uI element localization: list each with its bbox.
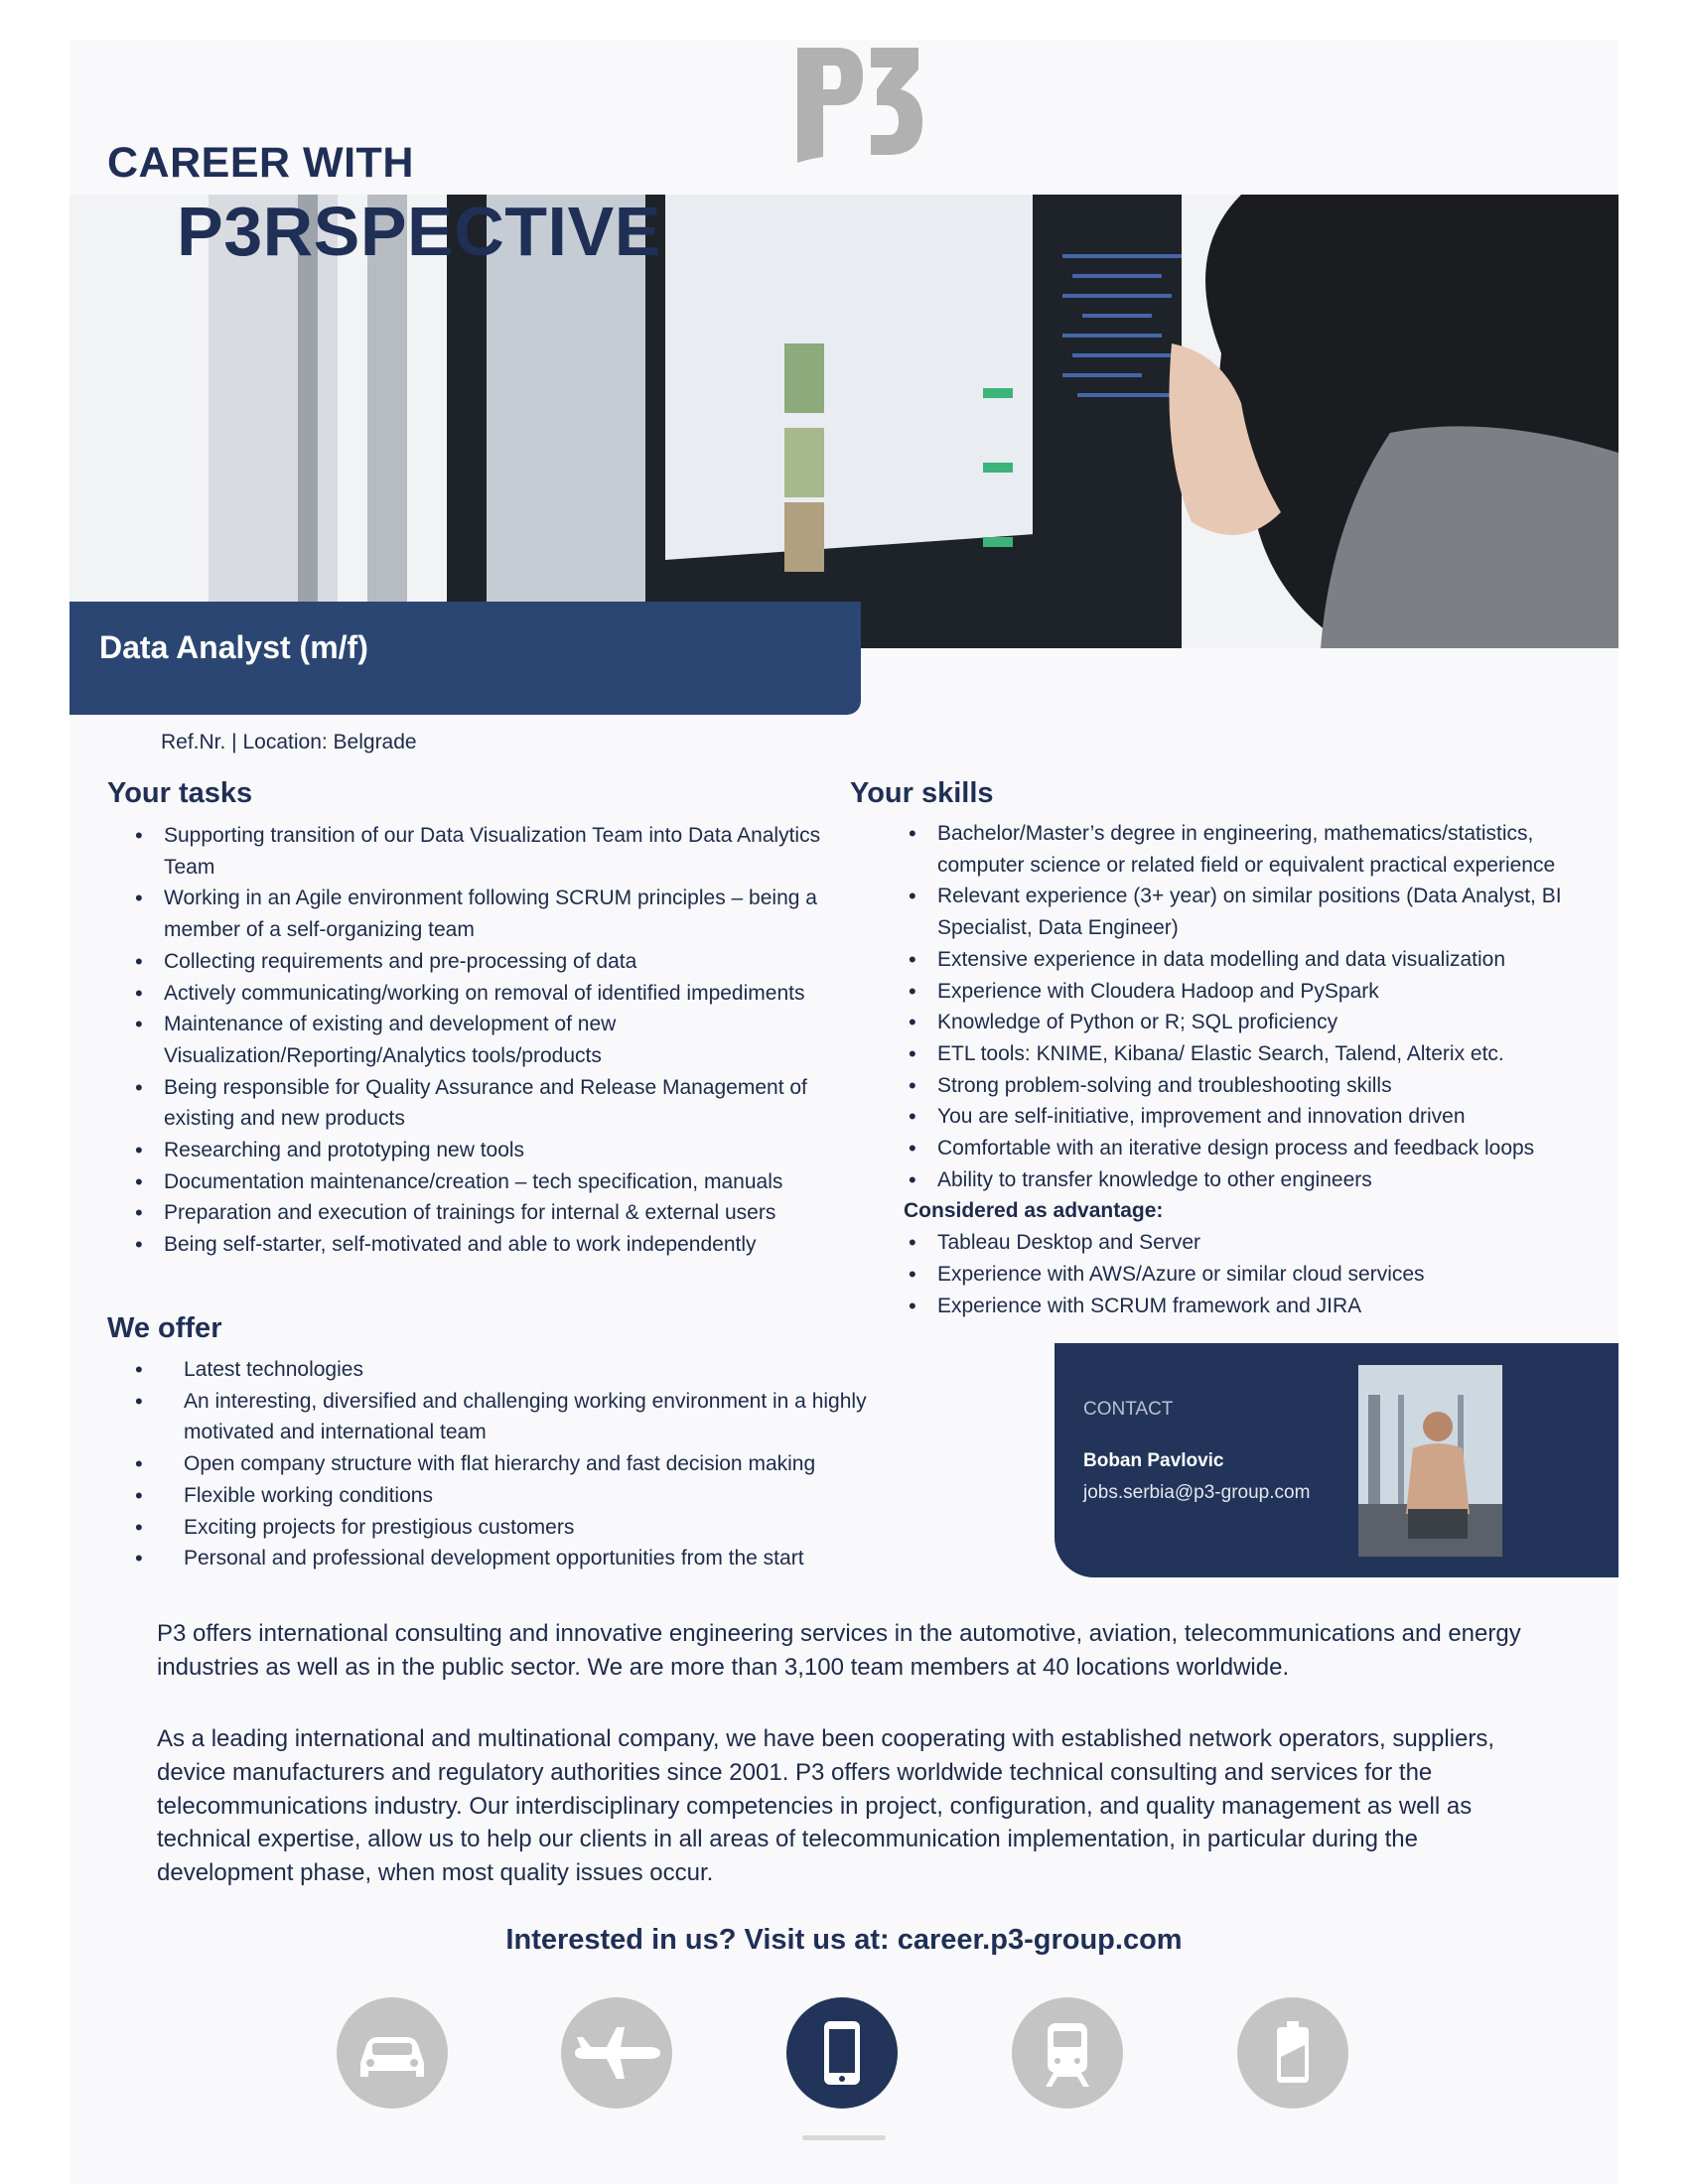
contact-name: Boban Pavlovic — [1083, 1450, 1224, 1471]
offer-heading: We offer — [107, 1312, 222, 1344]
list-item: • You are self-initiative, improvement and innovation driven — [904, 1101, 1589, 1133]
contact-email[interactable]: jobs.serbia@p3-group.com — [1083, 1482, 1311, 1503]
list-item: • Personal and professional development opportunities from the start — [107, 1543, 931, 1574]
car-icon — [337, 1997, 448, 2109]
list-item: • Open company structure with flat hierarchy and fast decision making — [107, 1448, 931, 1480]
job-reference: Ref.Nr. | Location: Belgrade — [161, 731, 417, 753]
p3-logo — [789, 40, 928, 167]
airplane-icon — [561, 1997, 672, 2109]
list-item: • Strong problem-solving and troubleshooting skills — [904, 1070, 1589, 1102]
list-item: • Relevant experience (3+ year) on similar positions (Data Analyst, BI Specialist, Data Engineer) — [904, 881, 1589, 943]
active-indicator — [802, 2135, 886, 2140]
job-title-bar — [70, 602, 861, 715]
list-item: • Supporting transition of our Data Visualization Team into Data Analytics Team — [107, 820, 852, 883]
list-item: • Ability to transfer knowledge to other engineers — [904, 1164, 1589, 1196]
advantage-heading: Considered as advantage: — [904, 1199, 1164, 1223]
contact-label: CONTACT — [1083, 1399, 1174, 1420]
career-cta[interactable]: Interested in us? Visit us at: career.p3-group.com — [505, 1924, 1183, 1956]
list-item: • Exciting projects for prestigious customers — [107, 1512, 931, 1544]
list-item: • Documentation maintenance/creation – tech specification, manuals — [107, 1166, 852, 1198]
hero-line-p3rspective: P3RSPECTIVE — [177, 193, 661, 270]
hero-line-career-with: CAREER WITH — [107, 139, 414, 187]
hero-heading — [107, 139, 661, 271]
list-item: • Actively communicating/working on removal of identified impediments — [107, 978, 852, 1010]
list-item: • Being self-starter, self-motivated and able to work independently — [107, 1229, 852, 1261]
list-item: • Knowledge of Python or R; SQL proficiency — [904, 1007, 1589, 1038]
battery-icon — [1237, 1997, 1348, 2109]
job-title: Data Analyst (m/f) — [99, 629, 368, 665]
list-item: • Flexible working conditions — [107, 1480, 931, 1512]
smartphone-icon — [786, 1997, 898, 2109]
list-item: • Comfortable with an iterative design process and feedback loops — [904, 1133, 1589, 1164]
tasks-list — [107, 820, 852, 1261]
list-item: • Being responsible for Quality Assurance and Release Management of existing and new products — [107, 1072, 852, 1135]
list-item: • Tableau Desktop and Server — [904, 1227, 1589, 1259]
contact-photo — [1358, 1365, 1502, 1557]
skills-list — [904, 818, 1589, 1321]
list-item: • Maintenance of existing and development of new Visualization/Reporting/Analytics tools/products — [107, 1009, 852, 1071]
tasks-heading: Your tasks — [107, 777, 253, 809]
list-item: • Working in an Agile environment following SCRUM principles – being a member of a self-organizing team — [107, 883, 852, 945]
list-item: • Latest technologies — [107, 1354, 931, 1386]
list-item: • An interesting, diversified and challenging working environment in a highly motivated and international team — [107, 1386, 931, 1448]
list-item: • Extensive experience in data modelling and data visualization — [904, 944, 1589, 976]
list-item: • ETL tools: KNIME, Kibana/ Elastic Search, Talend, Alterix etc. — [904, 1038, 1589, 1070]
list-item: • Preparation and execution of trainings for internal & external users — [107, 1197, 852, 1229]
list-item: • Collecting requirements and pre-processing of data — [107, 946, 852, 978]
train-icon — [1012, 1997, 1123, 2109]
about-paragraph-2: As a leading international and multinational company, we have been cooperating with established network operators, suppliers, device manufacturers and regulatory authorities since 2001. P3 offers worldwide technical consulting and services for the telecommunications industry. Our interdisciplinary competencies in project, configuration, and quality management as well as technical expertise, allow us to help our clients in all areas of telecommunication implementation, in particular during the development phase, when most quality issues occur. — [157, 1725, 1495, 1887]
list-item: • Experience with SCRUM framework and JIRA — [904, 1291, 1589, 1322]
list-item: • Researching and prototyping new tools — [107, 1135, 852, 1166]
offer-list — [107, 1354, 931, 1574]
about-paragraph-1: P3 offers international consulting and innovative engineering services in the automotive, aviation, telecommunications and energy industries as well as in the public sector. We are more than 3,100 team members at 40 locations worldwide. — [157, 1620, 1521, 1681]
list-item: • Bachelor/Master’s degree in engineering, mathematics/statistics, computer science or related field or equivalent practical experience — [904, 818, 1589, 881]
skills-heading: Your skills — [850, 777, 994, 809]
list-item: • Experience with AWS/Azure or similar cloud services — [904, 1259, 1589, 1291]
contact-card — [1055, 1343, 1618, 1577]
list-item: • Experience with Cloudera Hadoop and PySpark — [904, 976, 1589, 1008]
